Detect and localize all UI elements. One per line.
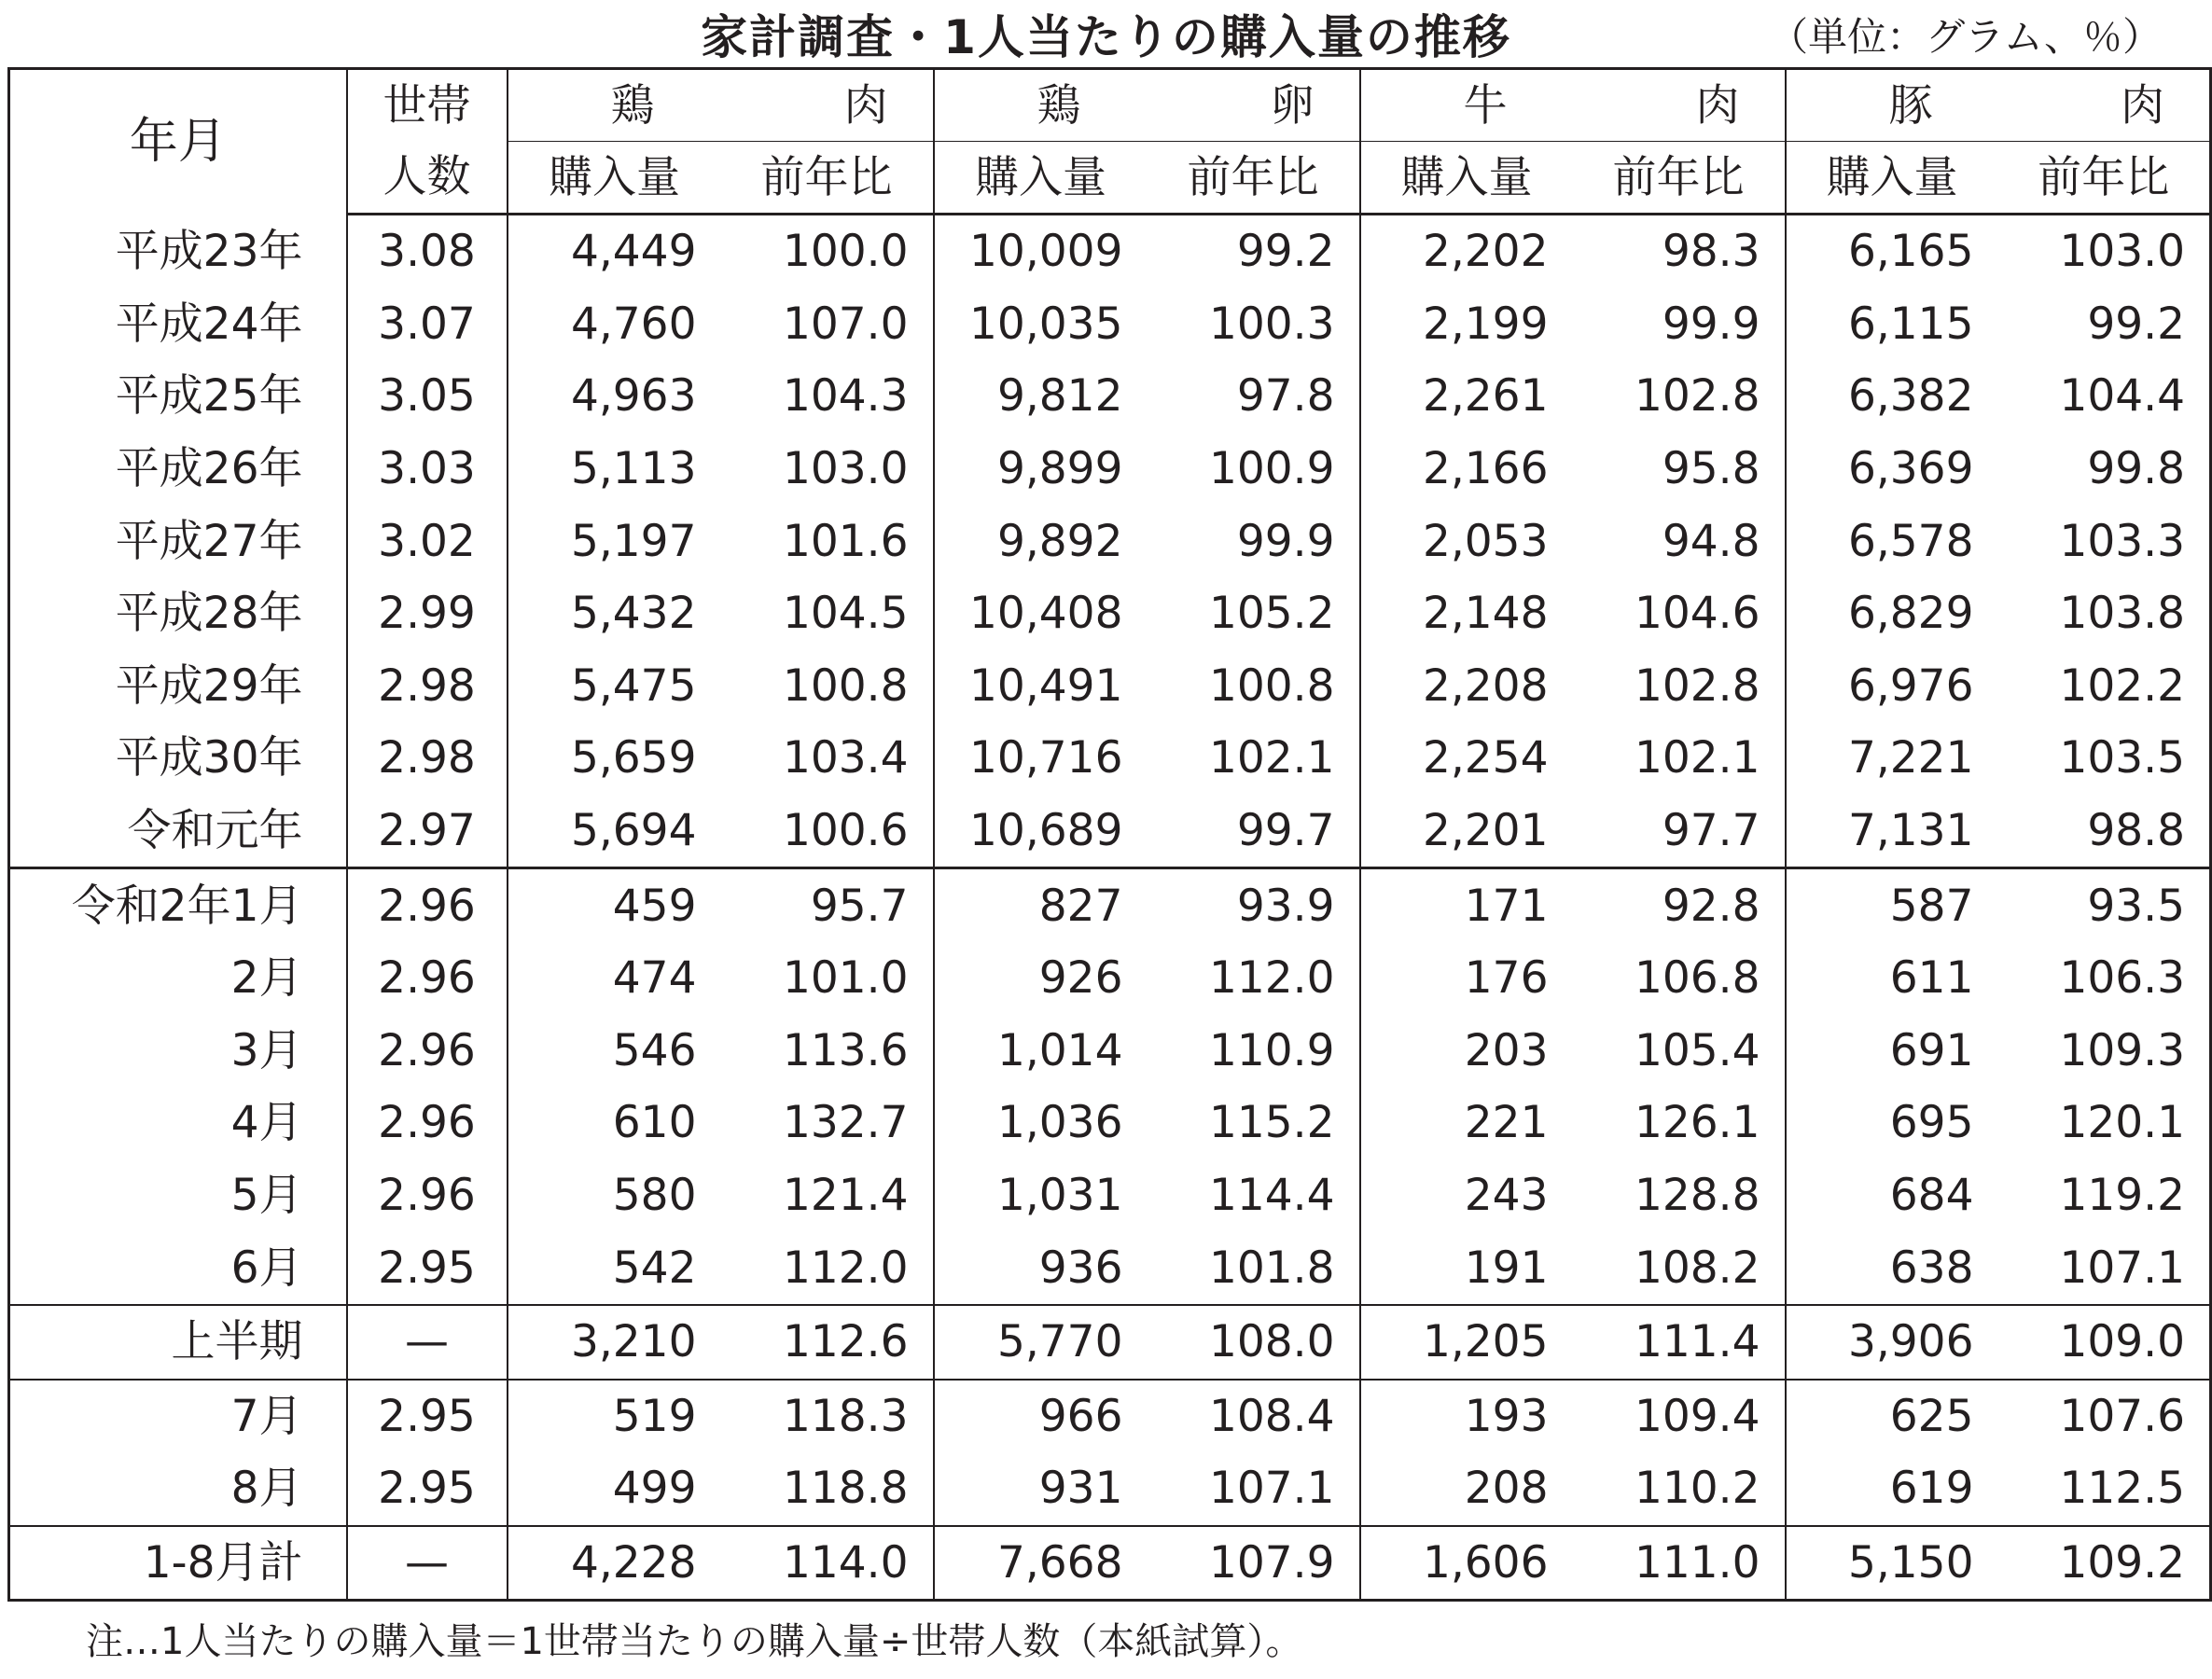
cell-chicken-ratio: 114.0 (721, 1526, 934, 1601)
cell-pork-ratio: 98.8 (1998, 795, 2211, 868)
cell-beef-purchase: 203 (1464, 1024, 1549, 1076)
cell-egg-ratio: 99.7 (1148, 795, 1360, 868)
cell-period: 令和2年1月 (9, 868, 347, 942)
cell-egg-purchase: 1,014 (996, 1024, 1123, 1076)
cell-egg-purchase: 10,689 (934, 795, 1148, 868)
cell-beef-ratio: 111.0 (1573, 1526, 1786, 1601)
cell-pork-purchase: 619 (1786, 1452, 1998, 1526)
cell-egg-purchase: 10,035 (969, 298, 1123, 350)
cell-period: 令和元年 (9, 795, 347, 868)
cell-beef-purchase: 221 (1464, 1097, 1549, 1149)
cell-beef-purchase: 171 (1464, 880, 1549, 932)
cell-pork-purchase: 625 (1889, 1390, 1974, 1442)
footnote: 注…1人当たりの購入量＝1世帯当たりの購入量÷世帯人数（本紙試算）。 (86, 1620, 1303, 1663)
cell-pork-ratio: 109.3 (2059, 1024, 2185, 1076)
table-body (9, 215, 2211, 1601)
cell-egg-ratio: 93.9 (1148, 868, 1360, 942)
cell-chicken-purchase: 4,760 (570, 298, 697, 350)
cell-period: 6月 (9, 1231, 347, 1305)
cell-beef-ratio: 106.8 (1573, 942, 1786, 1015)
cell-period: 平成25年 (9, 360, 347, 433)
cell-beef-purchase: 243 (1464, 1170, 1549, 1222)
cell-period: 平成28年 (9, 577, 347, 650)
cell-egg-ratio: 100.8 (1148, 650, 1360, 723)
purchase-table (7, 67, 2212, 1602)
cell-pork-ratio: 103.0 (2059, 226, 2185, 278)
cell-beef-ratio: 102.1 (1573, 722, 1786, 795)
cell-pork-ratio: 106.3 (2059, 952, 2185, 1005)
cell-pork-ratio: 112.5 (1998, 1452, 2211, 1526)
cell-chicken-purchase: 5,475 (570, 659, 697, 712)
cell-egg-ratio: 99.9 (1148, 505, 1360, 577)
cell-chicken-ratio: 100.8 (721, 650, 934, 723)
table-row (9, 1015, 2211, 1088)
cell-chicken-purchase: 542 (508, 1231, 721, 1305)
header-group-chicken: 鶏 肉 (508, 69, 934, 142)
cell-chicken-ratio: 113.6 (721, 1015, 934, 1088)
cell-beef-ratio: 110.2 (1573, 1452, 1786, 1526)
cell-chicken-purchase: 5,659 (570, 732, 697, 784)
cell-household-size: 3.08 (347, 215, 508, 288)
cell-beef-ratio: 97.7 (1573, 795, 1786, 868)
cell-chicken-purchase: 580 (612, 1170, 697, 1222)
cell-egg-ratio: 115.2 (1148, 1087, 1360, 1159)
table-row (9, 1526, 2211, 1601)
cell-egg-ratio: 107.9 (1148, 1526, 1360, 1601)
cell-household-size: 2.95 (347, 1231, 508, 1305)
cell-chicken-ratio: 101.6 (721, 505, 934, 577)
cell-egg-purchase: 936 (934, 1231, 1148, 1305)
cell-period: 7月 (9, 1380, 347, 1453)
table-row (9, 1231, 2211, 1305)
header-group-beef: 牛 肉 (1360, 69, 1786, 142)
cell-pork-ratio: 102.2 (2059, 659, 2185, 712)
cell-beef-ratio: 104.6 (1573, 577, 1786, 650)
cell-chicken-purchase: 519 (612, 1390, 697, 1442)
cell-household-size: 2.96 (347, 1159, 508, 1232)
cell-pork-purchase: 6,115 (1847, 298, 1974, 350)
cell-chicken-purchase: 5,694 (508, 795, 721, 868)
cell-pork-ratio: 120.1 (2059, 1097, 2185, 1149)
cell-period: 上半期 (9, 1305, 347, 1380)
cell-household-size: 2.96 (347, 1015, 508, 1088)
cell-beef-purchase: 1,205 (1360, 1305, 1573, 1380)
cell-chicken-ratio: 100.0 (721, 215, 934, 288)
cell-chicken-purchase: 459 (612, 880, 697, 932)
cell-chicken-purchase: 474 (612, 952, 697, 1005)
cell-household-size: 3.03 (347, 433, 508, 506)
cell-pork-ratio: 107.1 (1998, 1231, 2211, 1305)
cell-egg-ratio: 114.4 (1148, 1159, 1360, 1232)
cell-beef-ratio: 95.8 (1573, 433, 1786, 506)
table-row (9, 1452, 2211, 1526)
cell-pork-ratio: 109.2 (2059, 1536, 2185, 1589)
header-group-pork: 豚 肉 (1786, 69, 2211, 142)
table-title: 家計調査・1人当たりの購入量の推移 (701, 10, 1511, 64)
cell-beef-ratio: 128.8 (1573, 1159, 1786, 1232)
cell-chicken-purchase: 3,210 (508, 1305, 721, 1380)
unit-label: （単位：グラム、％） (1769, 14, 2162, 60)
cell-household-size: 2.97 (347, 795, 508, 868)
cell-pork-purchase: 695 (1889, 1097, 1974, 1149)
header-purchase: 購入量 (1360, 142, 1573, 215)
cell-egg-ratio: 101.8 (1148, 1231, 1360, 1305)
cell-chicken-ratio: 103.4 (721, 722, 934, 795)
cell-household-size: 2.99 (347, 577, 508, 650)
cell-beef-ratio: 102.8 (1573, 360, 1786, 433)
cell-pork-purchase: 691 (1889, 1024, 1974, 1076)
cell-beef-ratio: 105.4 (1573, 1015, 1786, 1088)
cell-egg-purchase: 926 (1038, 952, 1123, 1005)
table-row (9, 868, 2211, 942)
cell-chicken-ratio: 104.5 (721, 577, 934, 650)
cell-period: 平成24年 (9, 288, 347, 361)
cell-chicken-purchase: 4,228 (570, 1536, 697, 1589)
table-row (9, 650, 2211, 723)
cell-chicken-purchase: 4,963 (570, 370, 697, 423)
cell-egg-purchase: 5,770 (934, 1305, 1148, 1380)
cell-pork-purchase: 6,382 (1847, 370, 1974, 423)
header-ratio: 前年比 (1148, 142, 1360, 215)
cell-household-size: 3.02 (347, 505, 508, 577)
cell-household-size: — (347, 1526, 508, 1601)
cell-beef-ratio: 126.1 (1573, 1087, 1786, 1159)
cell-period: 3月 (9, 1015, 347, 1088)
cell-egg-purchase: 9,812 (996, 370, 1123, 423)
cell-chicken-purchase: 5,113 (570, 443, 697, 495)
cell-period: 4月 (9, 1087, 347, 1159)
cell-pork-ratio: 99.2 (2087, 298, 2185, 350)
header-household-line1: 世帯 (347, 69, 508, 142)
cell-household-size: 2.98 (347, 650, 508, 723)
cell-period: 平成23年 (9, 215, 347, 288)
cell-egg-purchase: 931 (934, 1452, 1148, 1526)
cell-beef-ratio: 108.2 (1573, 1231, 1786, 1305)
cell-egg-purchase: 966 (1038, 1390, 1123, 1442)
table-row (9, 1305, 2211, 1380)
table-row (9, 1087, 2211, 1159)
cell-household-size: 2.96 (347, 942, 508, 1015)
cell-beef-purchase: 208 (1360, 1452, 1573, 1526)
cell-chicken-ratio: 103.0 (721, 433, 934, 506)
cell-beef-ratio: 99.9 (1573, 288, 1786, 361)
cell-beef-purchase: 2,254 (1422, 732, 1549, 784)
cell-chicken-ratio: 95.7 (721, 868, 934, 942)
cell-pork-ratio: 103.8 (2059, 588, 2185, 640)
cell-period: 5月 (9, 1159, 347, 1232)
cell-chicken-ratio: 112.0 (721, 1231, 934, 1305)
cell-pork-purchase: 6,976 (1847, 659, 1974, 712)
cell-chicken-purchase: 5,197 (570, 515, 697, 567)
cell-period: 平成27年 (9, 505, 347, 577)
cell-egg-purchase: 10,491 (969, 659, 1123, 712)
header-purchase: 購入量 (1786, 142, 1998, 215)
cell-period: 平成29年 (9, 650, 347, 723)
cell-pork-purchase: 7,221 (1847, 732, 1974, 784)
cell-period: 2月 (9, 942, 347, 1015)
cell-household-size: 2.96 (347, 1087, 508, 1159)
cell-beef-ratio: 92.8 (1573, 868, 1786, 942)
cell-pork-purchase: 587 (1889, 880, 1974, 932)
cell-pork-purchase: 684 (1889, 1170, 1974, 1222)
cell-egg-ratio: 97.8 (1148, 360, 1360, 433)
cell-period: 8月 (9, 1452, 347, 1526)
cell-chicken-ratio: 104.3 (721, 360, 934, 433)
cell-beef-purchase: 176 (1464, 952, 1549, 1005)
cell-beef-ratio: 102.8 (1573, 650, 1786, 723)
cell-egg-purchase: 9,892 (996, 515, 1123, 567)
cell-household-size: 2.95 (347, 1380, 508, 1453)
header-ratio: 前年比 (1573, 142, 1786, 215)
cell-pork-purchase: 5,150 (1847, 1536, 1974, 1589)
cell-egg-ratio: 108.0 (1148, 1305, 1360, 1380)
cell-egg-purchase: 10,408 (969, 588, 1123, 640)
header-purchase: 購入量 (934, 142, 1148, 215)
cell-egg-ratio: 100.3 (1148, 288, 1360, 361)
header-ratio: 前年比 (1998, 142, 2211, 215)
cell-egg-purchase: 1,031 (996, 1170, 1123, 1222)
cell-pork-ratio: 119.2 (2059, 1170, 2185, 1222)
cell-beef-purchase: 191 (1360, 1231, 1573, 1305)
cell-pork-purchase: 3,906 (1786, 1305, 1998, 1380)
table-row (9, 215, 2211, 288)
cell-pork-ratio: 93.5 (2087, 880, 2185, 932)
cell-pork-purchase: 638 (1786, 1231, 1998, 1305)
table-row (9, 795, 2211, 868)
cell-pork-ratio: 107.6 (2059, 1390, 2185, 1442)
cell-pork-purchase: 6,829 (1847, 588, 1974, 640)
cell-egg-ratio: 105.2 (1148, 577, 1360, 650)
cell-chicken-ratio: 101.0 (721, 942, 934, 1015)
cell-period: 平成26年 (9, 433, 347, 506)
cell-beef-purchase: 2,202 (1422, 226, 1549, 278)
cell-chicken-ratio: 112.6 (721, 1305, 934, 1380)
table-row (9, 360, 2211, 433)
cell-beef-purchase: 2,261 (1422, 370, 1549, 423)
cell-beef-purchase: 2,201 (1360, 795, 1573, 868)
cell-chicken-ratio: 121.4 (721, 1159, 934, 1232)
table-row (9, 577, 2211, 650)
cell-chicken-ratio: 118.3 (721, 1380, 934, 1453)
cell-egg-ratio: 108.4 (1148, 1380, 1360, 1453)
cell-beef-purchase: 1,606 (1422, 1536, 1549, 1589)
cell-egg-ratio: 102.1 (1148, 722, 1360, 795)
cell-beef-ratio: 109.4 (1573, 1380, 1786, 1453)
cell-egg-ratio: 110.9 (1148, 1015, 1360, 1088)
cell-egg-purchase: 7,668 (996, 1536, 1123, 1589)
cell-beef-purchase: 2,053 (1422, 515, 1549, 567)
cell-egg-purchase: 827 (1038, 880, 1123, 932)
cell-beef-purchase: 2,199 (1422, 298, 1549, 350)
cell-pork-purchase: 7,131 (1786, 795, 1998, 868)
cell-egg-ratio: 100.9 (1148, 433, 1360, 506)
header-group-egg: 鶏 卵 (934, 69, 1360, 142)
cell-chicken-purchase: 546 (612, 1024, 697, 1076)
cell-household-size: 2.95 (347, 1452, 508, 1526)
cell-pork-ratio: 99.8 (2087, 443, 2185, 495)
cell-beef-purchase: 2,208 (1422, 659, 1549, 712)
cell-egg-ratio: 107.1 (1148, 1452, 1360, 1526)
cell-pork-ratio: 103.3 (2059, 515, 2185, 567)
cell-beef-purchase: 2,166 (1422, 443, 1549, 495)
cell-beef-ratio: 94.8 (1573, 505, 1786, 577)
cell-egg-ratio: 99.2 (1148, 215, 1360, 288)
cell-pork-ratio: 104.4 (2059, 370, 2185, 423)
cell-beef-ratio: 98.3 (1573, 215, 1786, 288)
cell-household-size: 2.96 (347, 868, 508, 942)
cell-beef-purchase: 2,148 (1422, 588, 1549, 640)
cell-egg-purchase: 9,899 (996, 443, 1123, 495)
cell-pork-purchase: 611 (1889, 952, 1974, 1005)
table-row (9, 1380, 2211, 1453)
header-ratio: 前年比 (721, 142, 934, 215)
header-household-line2: 人数 (347, 142, 508, 215)
cell-egg-purchase: 1,036 (996, 1097, 1123, 1149)
cell-egg-purchase: 10,716 (969, 732, 1123, 784)
cell-chicken-ratio: 100.6 (721, 795, 934, 868)
table-row (9, 433, 2211, 506)
cell-chicken-ratio: 132.7 (721, 1087, 934, 1159)
cell-period: 平成30年 (9, 722, 347, 795)
cell-household-size: 2.98 (347, 722, 508, 795)
cell-chicken-ratio: 118.8 (721, 1452, 934, 1526)
cell-pork-ratio: 103.5 (2059, 732, 2185, 784)
table-row (9, 288, 2211, 361)
cell-chicken-purchase: 610 (612, 1097, 697, 1149)
cell-pork-ratio: 109.0 (1998, 1305, 2211, 1380)
cell-household-size: — (347, 1305, 508, 1380)
cell-pork-purchase: 6,369 (1847, 443, 1974, 495)
table-row (9, 505, 2211, 577)
cell-household-size: 3.05 (347, 360, 508, 433)
cell-household-size: 3.07 (347, 288, 508, 361)
cell-egg-purchase: 10,009 (969, 226, 1123, 278)
cell-pork-purchase: 6,578 (1847, 515, 1974, 567)
table-row (9, 942, 2211, 1015)
cell-chicken-purchase: 5,432 (570, 588, 697, 640)
table-row (9, 1159, 2211, 1232)
cell-beef-ratio: 111.4 (1573, 1305, 1786, 1380)
cell-chicken-ratio: 107.0 (721, 288, 934, 361)
header-year-month: 年月 (9, 69, 347, 215)
cell-chicken-purchase: 499 (508, 1452, 721, 1526)
cell-chicken-purchase: 4,449 (570, 226, 697, 278)
cell-pork-purchase: 6,165 (1847, 226, 1974, 278)
cell-egg-ratio: 112.0 (1148, 942, 1360, 1015)
header-purchase: 購入量 (508, 142, 721, 215)
table-row (9, 722, 2211, 795)
cell-beef-purchase: 193 (1464, 1390, 1549, 1442)
cell-period: 1-8月計 (9, 1526, 347, 1601)
